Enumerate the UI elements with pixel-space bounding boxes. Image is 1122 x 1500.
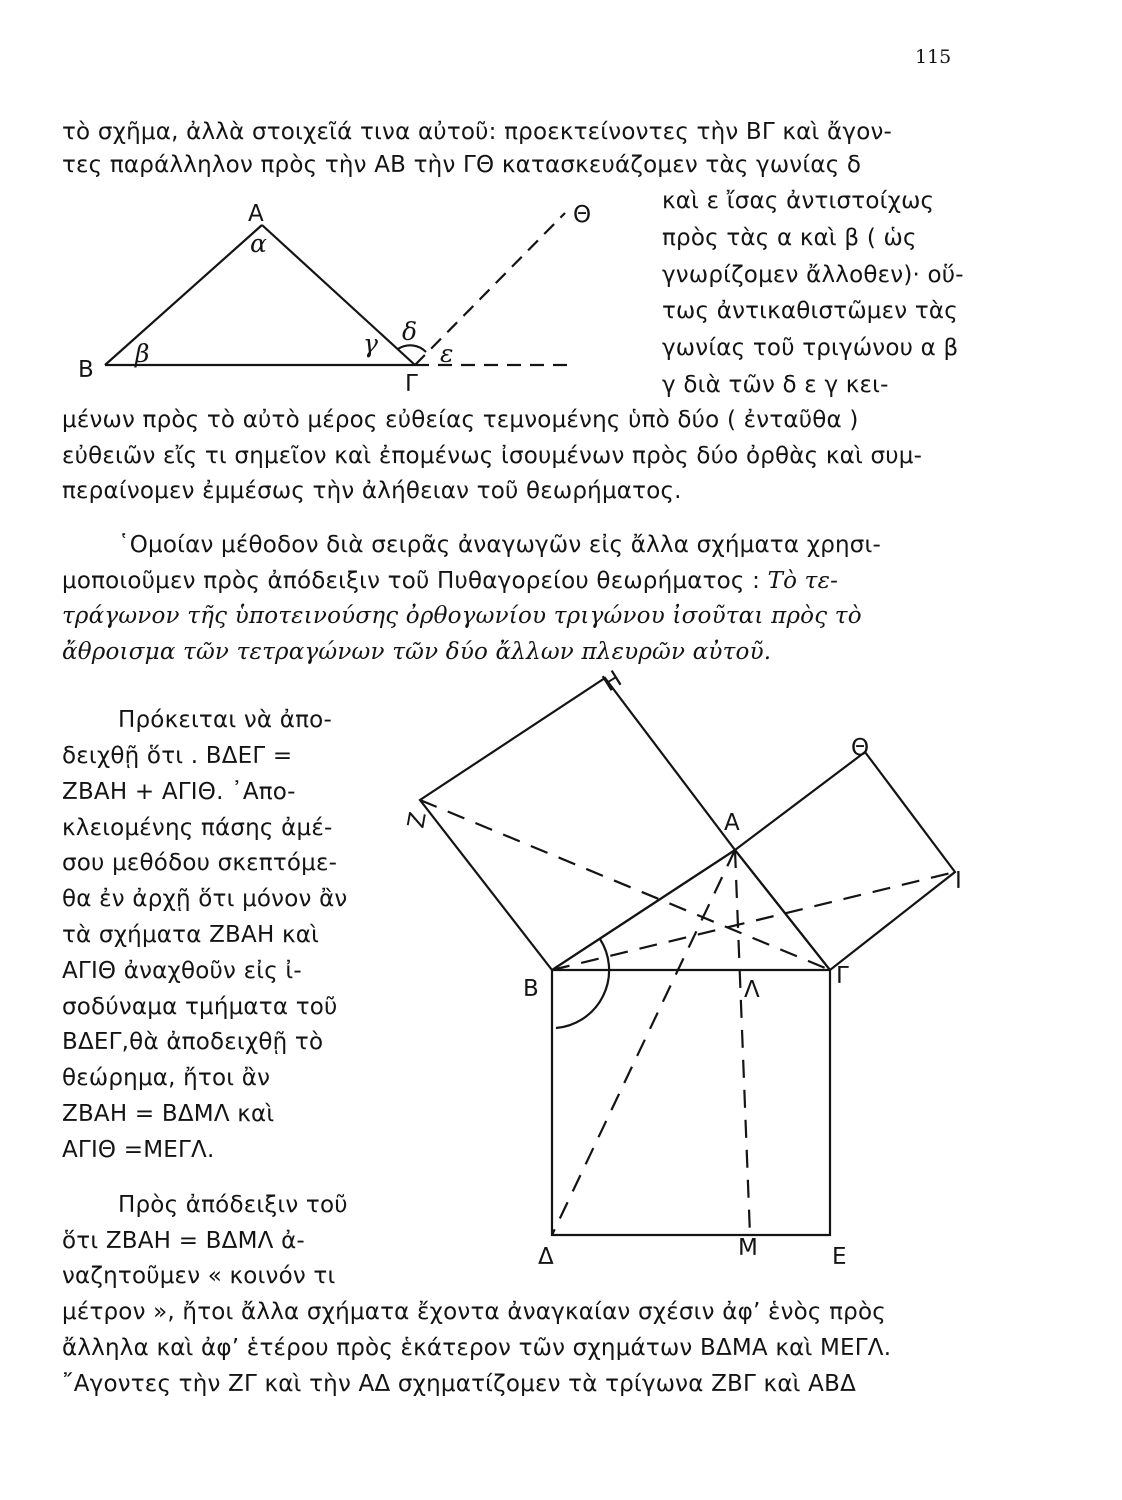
text-line: Πρὸς ἀπόδειξιν τοῦ — [118, 1192, 348, 1218]
side-ag — [735, 850, 830, 970]
text-line: τως ἀντικαθιστῶμεν τὰς — [662, 298, 958, 324]
angle-beta: β — [135, 339, 150, 368]
parallel-gth — [415, 213, 565, 365]
page-number: 115 — [915, 46, 952, 68]
triangle-labels — [78, 201, 591, 397]
label-b: Β — [78, 357, 94, 383]
label-e: Ε — [832, 1244, 847, 1270]
theorem-line: τράγωνον τῆς ὑποτεινούσης ὀρθογωνίου τριγώνου ἰσοῦται πρὸς τὸ — [62, 603, 862, 629]
line-ad — [552, 850, 735, 1235]
text-line: ναζητοῦμεν « κοινόν τι — [62, 1263, 336, 1289]
text-line: ΒΔΕΓ,θὰ ἀποδειχθῇ τὸ — [62, 1029, 324, 1055]
label-d: Δ — [538, 1244, 554, 1270]
label-th: Θ — [573, 202, 592, 228]
text-line: ΖΒΑΗ + ΑΓΙΘ. ᾿Απο- — [62, 779, 296, 805]
text-line: θα ἐν ἀρχῇ ὅτι μόνον ἂν — [62, 886, 348, 912]
text-line: γ διὰ τῶν δ ε γ κει- — [662, 372, 889, 398]
label-b: Β — [523, 976, 539, 1002]
label-a: Α — [724, 810, 740, 836]
text-line: ῎Αγοντες τὴν ΖΓ καὶ τὴν ΑΔ σχηματίζομεν τὰ τρίγωνα ΖΒΓ καὶ ΑΒΔ — [62, 1371, 857, 1397]
label-g: Γ — [405, 371, 418, 397]
line-bi — [552, 872, 955, 970]
text-line: θεώρημα, ἤτοι ἂν — [62, 1065, 271, 1091]
angle-gamma: γ — [363, 329, 378, 358]
triangle-figure — [105, 213, 570, 365]
text-line: εὐθειῶν εἴς τι σημεῖον καὶ ἐπομένως ἰσουμένων πρὸς δύο ὀρθὰς καὶ συμ- — [62, 443, 923, 469]
angle-epsilon: ε — [440, 339, 454, 368]
square-zbah — [420, 678, 735, 970]
text-line: δειχθῇ ὅτι . ΒΔΕΓ = — [62, 743, 293, 769]
label-g: Γ — [836, 963, 849, 989]
line-am — [735, 850, 750, 1235]
text-line: τες παράλληλον πρὸς τὴν ΑΒ τὴν ΓΘ κατασκευάζομεν τὰς γωνίας δ — [62, 152, 862, 178]
label-i: Ι — [955, 868, 962, 894]
label-z: Ζ — [403, 810, 432, 831]
label-m: Μ — [738, 1235, 758, 1261]
text-line: σοδύναμα τμήματα τοῦ — [62, 994, 338, 1020]
angle-alpha: α — [250, 229, 267, 258]
label-th: Θ — [851, 735, 870, 761]
text-line: πρὸς τὰς α καὶ β ( ὡς — [662, 225, 917, 251]
text-line: ὅτι ΖΒΑΗ = ΒΔΜΛ ἀ- — [62, 1228, 305, 1254]
text-line: μέτρον », ἤτοι ἄλλα σχήματα ἔχοντα ἀναγκαίαν σχέσιν ἀφ’ ἑνὸς πρὸς — [62, 1299, 886, 1325]
text-line: ΑΓΙΘ ἀναχθοῦν εἰς ἰ- — [62, 958, 302, 984]
text-line: καὶ ε ἴσας ἀντιστοίχως — [662, 188, 935, 214]
theorem-line: ἄθροισμα τῶν τετραγώνων τῶν δύο ἄλλων πλευρῶν αὐτοῦ. — [62, 639, 772, 665]
text-line: μένων πρὸς τὸ αὐτὸ μέρος εὐθείας τεμνομένης ὑπὸ δύο ( ἐνταῦθα ) — [62, 407, 859, 433]
right-angle-arc — [556, 939, 609, 1028]
text-line: ἄλληλα καὶ ἀφ’ ἑτέρου πρὸς ἑκάτερον τῶν σχημάτων ΒΔΜΑ καὶ ΜΕΓΛ. — [62, 1335, 892, 1361]
text-line: Πρόκειται νὰ ἀπο- — [118, 707, 332, 733]
text-line: τὸ σχῆμα, ἀλλὰ στοιχεῖά τινα αὐτοῦ: προεκτείνοντες τὴν ΒΓ καὶ ἄγον- — [62, 119, 893, 145]
text-line: κλειομένης πάσης ἀμέ- — [62, 815, 333, 841]
label-l: Λ — [744, 977, 760, 1003]
angle-arc — [398, 345, 426, 352]
text-line: ῾Ομοίαν μέθοδον διὰ σειρᾶς ἀναγωγῶν εἰς ἄλλα σχήματα χρησι- — [118, 532, 882, 558]
text-italic: Τὸ τε- — [767, 568, 839, 594]
label-h: Η — [598, 665, 627, 698]
text-line: τὰ σχήματα ΖΒΑΗ καὶ — [62, 922, 320, 948]
side-ag — [262, 225, 418, 365]
text-line: ΖΒΑΗ = ΒΔΜΛ καὶ — [62, 1101, 275, 1127]
pythagoras-figure — [420, 678, 955, 1235]
text-line: σου μεθόδου σκεπτόμε- — [62, 850, 338, 876]
text-line: γνωρίζομεν ἄλλοθεν)· οὕ- — [662, 262, 964, 288]
side-ab — [105, 225, 262, 365]
square-agith — [735, 752, 955, 970]
text-line: γωνίας τοῦ τριγώνου α β — [662, 335, 959, 361]
text-line: ΑΓΙΘ =ΜΕΓΛ. — [62, 1137, 215, 1163]
angle-delta: δ — [402, 317, 418, 346]
text-line: περαίνομεν ἐμμέσως τὴν ἀλήθειαν τοῦ θεωρήματος. — [62, 478, 682, 504]
text-normal: μοποιοῦμεν πρὸς ἀπόδειξιν τοῦ Πυθαγορείου θεωρήματος : — [62, 568, 768, 594]
label-a: Α — [248, 201, 264, 227]
